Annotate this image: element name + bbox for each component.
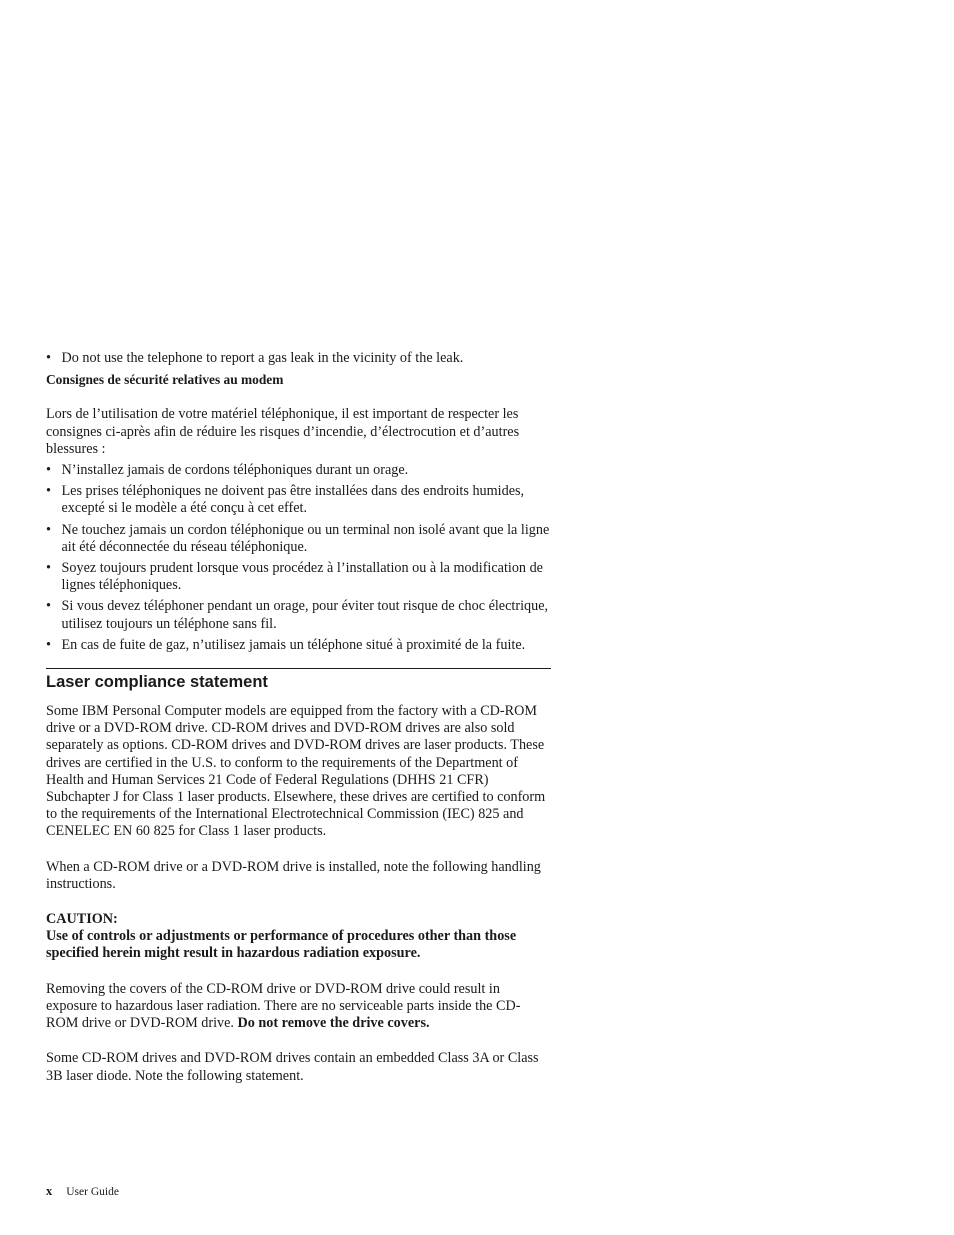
bullet-icon: • [46,483,51,500]
modem-intro-paragraph: Lors de l’utilisation de votre matériel téléphonique, il est important de respecter les consignes ci-après afin de réduire les risques d’incendie, d’électrocution et d’autres blessures : [46,406,520,457]
bullet-icon: • [46,350,51,366]
list-item-text: Les prises téléphoniques ne doivent pas être installées dans des endroits humides, excepté si le modèle a été conçu à cet effet. [61,483,525,517]
laser-paragraph-2: When a CD-ROM drive or a DVD-ROM drive is installed, note the following handling instructions. [46,858,541,892]
laser-paragraph-1: Some IBM Personal Computer models are equipped from the factory with a CD-ROM drive or a DVD-ROM drive. CD-ROM drives and DVD-ROM drives are also sold separately as options. CD-ROM drives and DVD-ROM drives are laser products. These drives are certified in the U.S. to conform to the requirements of the Department of Health and Human Services 21 Code of Federal Regulations (DHHS 21 CFR) Subchapter J for Class 1 laser products. Elsewhere, these drives are certified to conform to the requirements of the International Electrotechnical Commission (IEC) 825 and CENELEC EN 60 825 for Class 1 laser products. [46,703,546,840]
page-footer [46,1184,119,1199]
bullet-icon: • [46,598,51,615]
list-item [46,637,551,654]
drive-covers-warning: Do not remove the drive covers. [237,1015,430,1032]
section-divider [46,668,551,669]
page-body [46,350,551,1103]
list-item [46,462,551,479]
list-item-text: Soyez toujours prudent lorsque vous procédez à l’installation ou à la modification de lignes téléphoniques. [61,560,543,594]
list-item [46,522,551,556]
modem-safety-list [46,462,551,654]
caution-text: Use of controls or adjustments or performance of procedures other than those specified herein might result in hazardous radiation exposure. [46,928,517,962]
modem-safety-heading: Consignes de sécurité relatives au modem [46,372,284,388]
laser-paragraph-3 [46,981,551,1033]
list-item-text: Si vous devez téléphoner pendant un orage, pour éviter tout risque de choc électrique, utilisez toujours un téléphone sans fil. [61,598,549,632]
bullet-icon: • [46,462,51,479]
list-item-text: N’installez jamais de cordons téléphoniques durant un orage. [61,462,409,479]
list-item [46,598,551,632]
bullet-icon: • [46,560,51,577]
page-number: x [46,1184,53,1198]
laser-section-title: Laser compliance statement [46,673,268,692]
caution-label: CAUTION: [46,911,118,928]
laser-paragraph-3-text: Removing the covers of the CD-ROM drive or DVD-ROM drive could result in exposure to hazardous laser radiation. There are no serviceable parts inside the CD-ROM drive or DVD-ROM drive. [46,980,521,1032]
list-item [46,483,551,517]
bullet-icon: • [46,521,51,538]
list-item [46,350,551,367]
list-item-text: Ne touchez jamais un cordon téléphonique ou un terminal non isolé avant que la ligne ait été déconnectée du réseau téléphonique. [61,521,550,555]
list-item-text: Do not use the telephone to report a gas leak in the vicinity of the leak. [61,350,464,366]
gas-leak-bullet-list [46,350,551,367]
list-item-text: En cas de fuite de gaz, n’utilisez jamais un téléphone situé à proximité de la fuite. [61,636,526,653]
list-item [46,560,551,594]
laser-paragraph-4: Some CD-ROM drives and DVD-ROM drives contain an embedded Class 3A or Class 3B laser diode. Note the following statement. [46,1050,539,1084]
bullet-icon: • [46,636,51,653]
book-title: User Guide [66,1186,119,1198]
